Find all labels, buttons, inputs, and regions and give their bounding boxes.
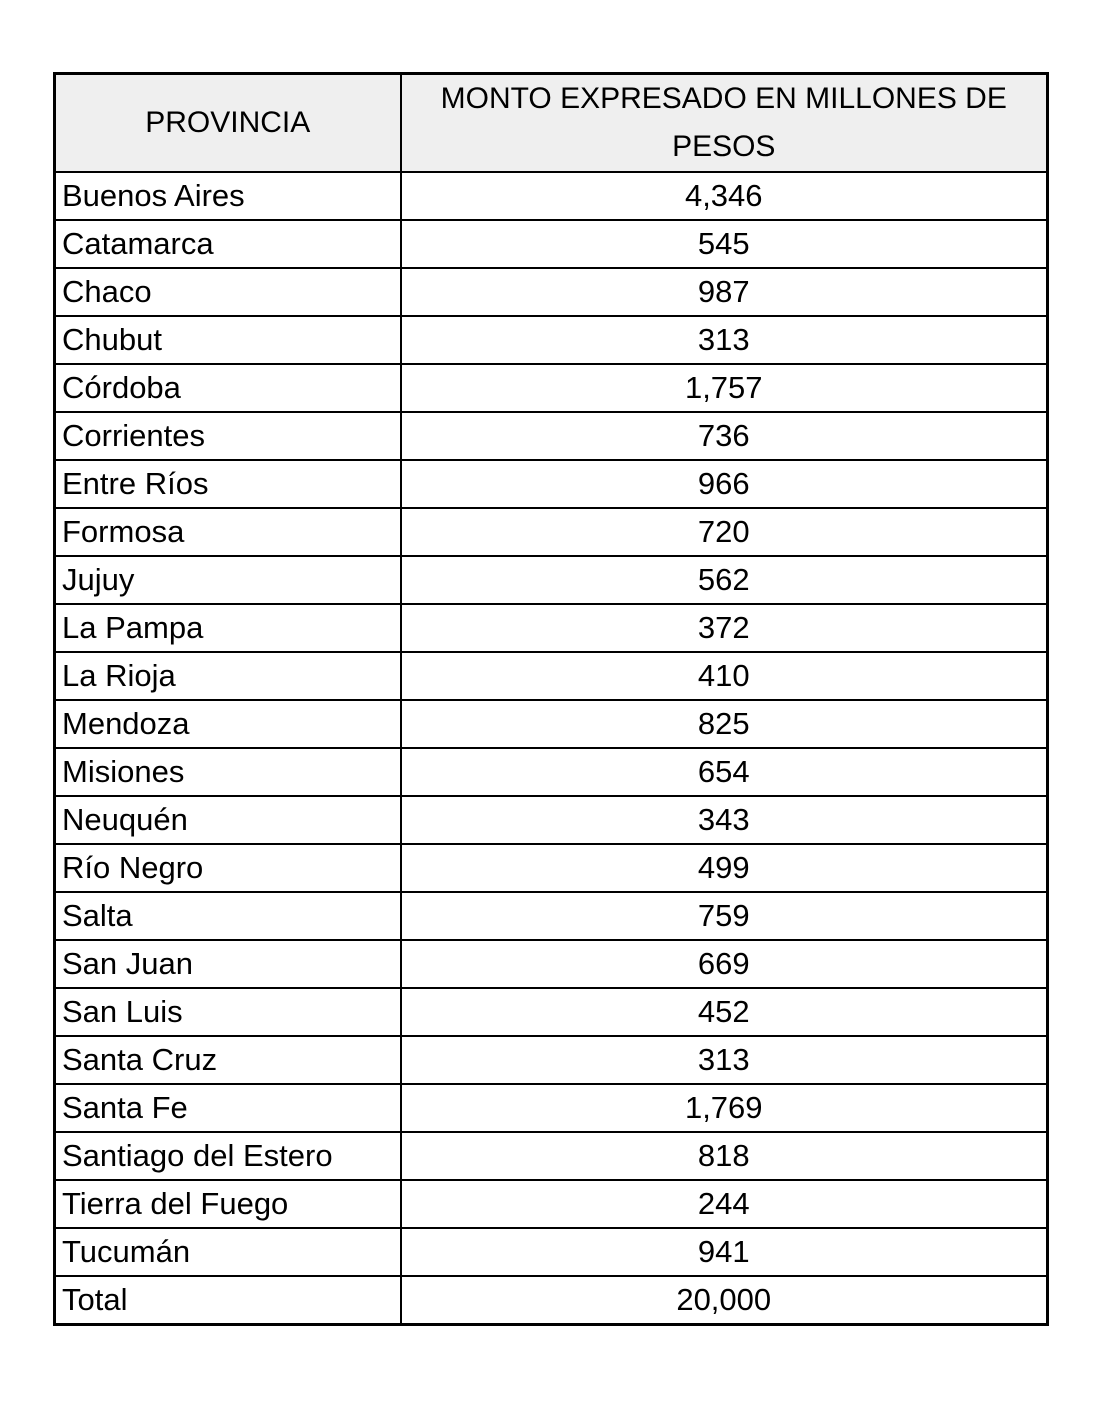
amount-cell: 720: [401, 508, 1048, 556]
table-row: [55, 988, 1048, 1036]
amount-cell: 941: [401, 1228, 1048, 1276]
province-column-header: PROVINCIA: [55, 74, 401, 173]
table-row: [55, 1228, 1048, 1276]
amount-cell: 669: [401, 940, 1048, 988]
amount-cell: 759: [401, 892, 1048, 940]
amount-cell: 452: [401, 988, 1048, 1036]
table-row: [55, 1180, 1048, 1228]
province-cell: Santa Cruz: [55, 1036, 401, 1084]
province-cell: Misiones: [55, 748, 401, 796]
amount-cell: 825: [401, 700, 1048, 748]
province-cell: Chaco: [55, 268, 401, 316]
table-row: [55, 412, 1048, 460]
province-cell: Entre Ríos: [55, 460, 401, 508]
province-cell: San Juan: [55, 940, 401, 988]
amount-cell: 1,769: [401, 1084, 1048, 1132]
province-cell: Chubut: [55, 316, 401, 364]
amount-cell: 4,346: [401, 172, 1048, 220]
amount-cell: 1,757: [401, 364, 1048, 412]
province-cell: Corrientes: [55, 412, 401, 460]
table-row: [55, 508, 1048, 556]
table-row: [55, 1132, 1048, 1180]
table-row: [55, 316, 1048, 364]
province-cell: Catamarca: [55, 220, 401, 268]
province-cell: La Pampa: [55, 604, 401, 652]
amount-cell: 545: [401, 220, 1048, 268]
province-cell: Santa Fe: [55, 1084, 401, 1132]
amount-cell: 562: [401, 556, 1048, 604]
province-cell: Salta: [55, 892, 401, 940]
amount-cell: 244: [401, 1180, 1048, 1228]
table-row: [55, 1084, 1048, 1132]
amount-cell: 818: [401, 1132, 1048, 1180]
table-row: [55, 940, 1048, 988]
province-cell: San Luis: [55, 988, 401, 1036]
province-cell: Tucumán: [55, 1228, 401, 1276]
amount-cell: 313: [401, 1036, 1048, 1084]
table-row: [55, 796, 1048, 844]
amount-cell: 987: [401, 268, 1048, 316]
header-row: [55, 74, 1048, 173]
total-amount-cell: 20,000: [401, 1276, 1048, 1325]
province-cell: La Rioja: [55, 652, 401, 700]
amount-cell: 736: [401, 412, 1048, 460]
amount-cell: 499: [401, 844, 1048, 892]
table-row: [55, 748, 1048, 796]
amount-cell: 313: [401, 316, 1048, 364]
table-row: [55, 460, 1048, 508]
amount-cell: 966: [401, 460, 1048, 508]
province-cell: Tierra del Fuego: [55, 1180, 401, 1228]
table-row: [55, 652, 1048, 700]
table-row: [55, 556, 1048, 604]
table-row: [55, 892, 1048, 940]
amount-cell: 654: [401, 748, 1048, 796]
province-cell: Formosa: [55, 508, 401, 556]
table-row: [55, 1036, 1048, 1084]
amount-cell: 343: [401, 796, 1048, 844]
table-row: [55, 268, 1048, 316]
table-header: [55, 74, 1048, 173]
total-row: [55, 1276, 1048, 1325]
table-body: [55, 172, 1048, 1325]
province-cell: Santiago del Estero: [55, 1132, 401, 1180]
province-cell: Mendoza: [55, 700, 401, 748]
amount-cell: 410: [401, 652, 1048, 700]
province-cell: Jujuy: [55, 556, 401, 604]
table-row: [55, 700, 1048, 748]
amount-cell: 372: [401, 604, 1048, 652]
table-row: [55, 844, 1048, 892]
amount-column-header: MONTO EXPRESADO EN MILLONES DE PESOS: [401, 74, 1048, 173]
table-row: [55, 604, 1048, 652]
province-cell: Río Negro: [55, 844, 401, 892]
table-row: [55, 220, 1048, 268]
province-cell: Buenos Aires: [55, 172, 401, 220]
province-cell: Neuquén: [55, 796, 401, 844]
province-cell: Córdoba: [55, 364, 401, 412]
provinces-amount-table: [53, 72, 1049, 1326]
total-label-cell: Total: [55, 1276, 401, 1325]
table-row: [55, 364, 1048, 412]
table-row: [55, 172, 1048, 220]
